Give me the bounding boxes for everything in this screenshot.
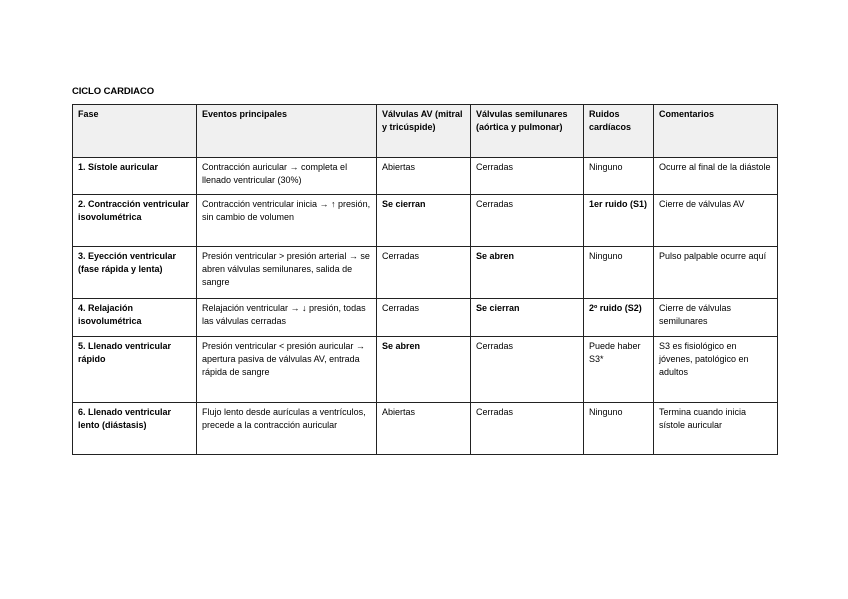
header-valvulas-av: Válvulas AV (mitral y tricúspide): [377, 105, 471, 158]
header-eventos: Eventos principales: [197, 105, 377, 158]
cell-comentarios: S3 es fisiológico en jóvenes, patológico en adultos: [654, 337, 778, 403]
table-row: [73, 299, 778, 337]
cell-fase: 4. Relajación isovolumétrica: [73, 299, 197, 337]
cell-ruidos: Ninguno: [584, 247, 654, 299]
cell-valvulas-av: Abiertas: [377, 158, 471, 195]
cell-eventos: Contracción ventricular inicia → ↑ presión, sin cambio de volumen: [197, 195, 377, 247]
cell-ruidos: Ninguno: [584, 158, 654, 195]
table-header-row: [73, 105, 778, 158]
cardiac-cycle-table: [72, 104, 778, 455]
cell-valvulas-semilunares: Cerradas: [471, 158, 584, 195]
cell-comentarios: Cierre de válvulas semilunares: [654, 299, 778, 337]
cell-valvulas-av: Cerradas: [377, 299, 471, 337]
cell-valvulas-semilunares: Cerradas: [471, 195, 584, 247]
cell-fase: 1. Sístole auricular: [73, 158, 197, 195]
table-row: [73, 403, 778, 455]
table-row: [73, 337, 778, 403]
cell-eventos: Flujo lento desde aurículas a ventrículos, precede a la contracción auricular: [197, 403, 377, 455]
cell-valvulas-semilunares: Cerradas: [471, 337, 584, 403]
header-valvulas-semilunares: Válvulas semilunares (aórtica y pulmonar): [471, 105, 584, 158]
cell-ruidos: Puede haber S3*: [584, 337, 654, 403]
cell-valvulas-semilunares: Se cierran: [471, 299, 584, 337]
cell-eventos: Presión ventricular > presión arterial → se abren válvulas semilunares, salida de sangre: [197, 247, 377, 299]
cell-ruidos: 1er ruido (S1): [584, 195, 654, 247]
cell-valvulas-av: Se cierran: [377, 195, 471, 247]
document-title: CICLO CARDIACO: [72, 86, 154, 97]
cell-fase: 2. Contracción ventricular isovolumétrica: [73, 195, 197, 247]
header-comentarios: Comentarios: [654, 105, 778, 158]
cell-valvulas-semilunares: Se abren: [471, 247, 584, 299]
cell-ruidos: 2º ruido (S2): [584, 299, 654, 337]
cell-comentarios: Ocurre al final de la diástole: [654, 158, 778, 195]
cell-comentarios: Pulso palpable ocurre aquí: [654, 247, 778, 299]
cell-eventos: Presión ventricular < presión auricular → apertura pasiva de válvulas AV, entrada rápida de sangre: [197, 337, 377, 403]
cell-valvulas-av: Se abren: [377, 337, 471, 403]
cell-ruidos: Ninguno: [584, 403, 654, 455]
cell-valvulas-av: Abiertas: [377, 403, 471, 455]
cell-valvulas-semilunares: Cerradas: [471, 403, 584, 455]
cell-fase: 6. Llenado ventricular lento (diástasis): [73, 403, 197, 455]
cell-comentarios: Termina cuando inicia sístole auricular: [654, 403, 778, 455]
header-ruidos: Ruidos cardíacos: [584, 105, 654, 158]
table-row: [73, 195, 778, 247]
cell-comentarios: Cierre de válvulas AV: [654, 195, 778, 247]
table-row: [73, 158, 778, 195]
cell-fase: 5. Llenado ventricular rápido: [73, 337, 197, 403]
cell-eventos: Contracción auricular → completa el llenado ventricular (30%): [197, 158, 377, 195]
header-fase: Fase: [73, 105, 197, 158]
cell-fase: 3. Eyección ventricular (fase rápida y lenta): [73, 247, 197, 299]
cell-valvulas-av: Cerradas: [377, 247, 471, 299]
cell-eventos: Relajación ventricular → ↓ presión, todas las válvulas cerradas: [197, 299, 377, 337]
table-row: [73, 247, 778, 299]
